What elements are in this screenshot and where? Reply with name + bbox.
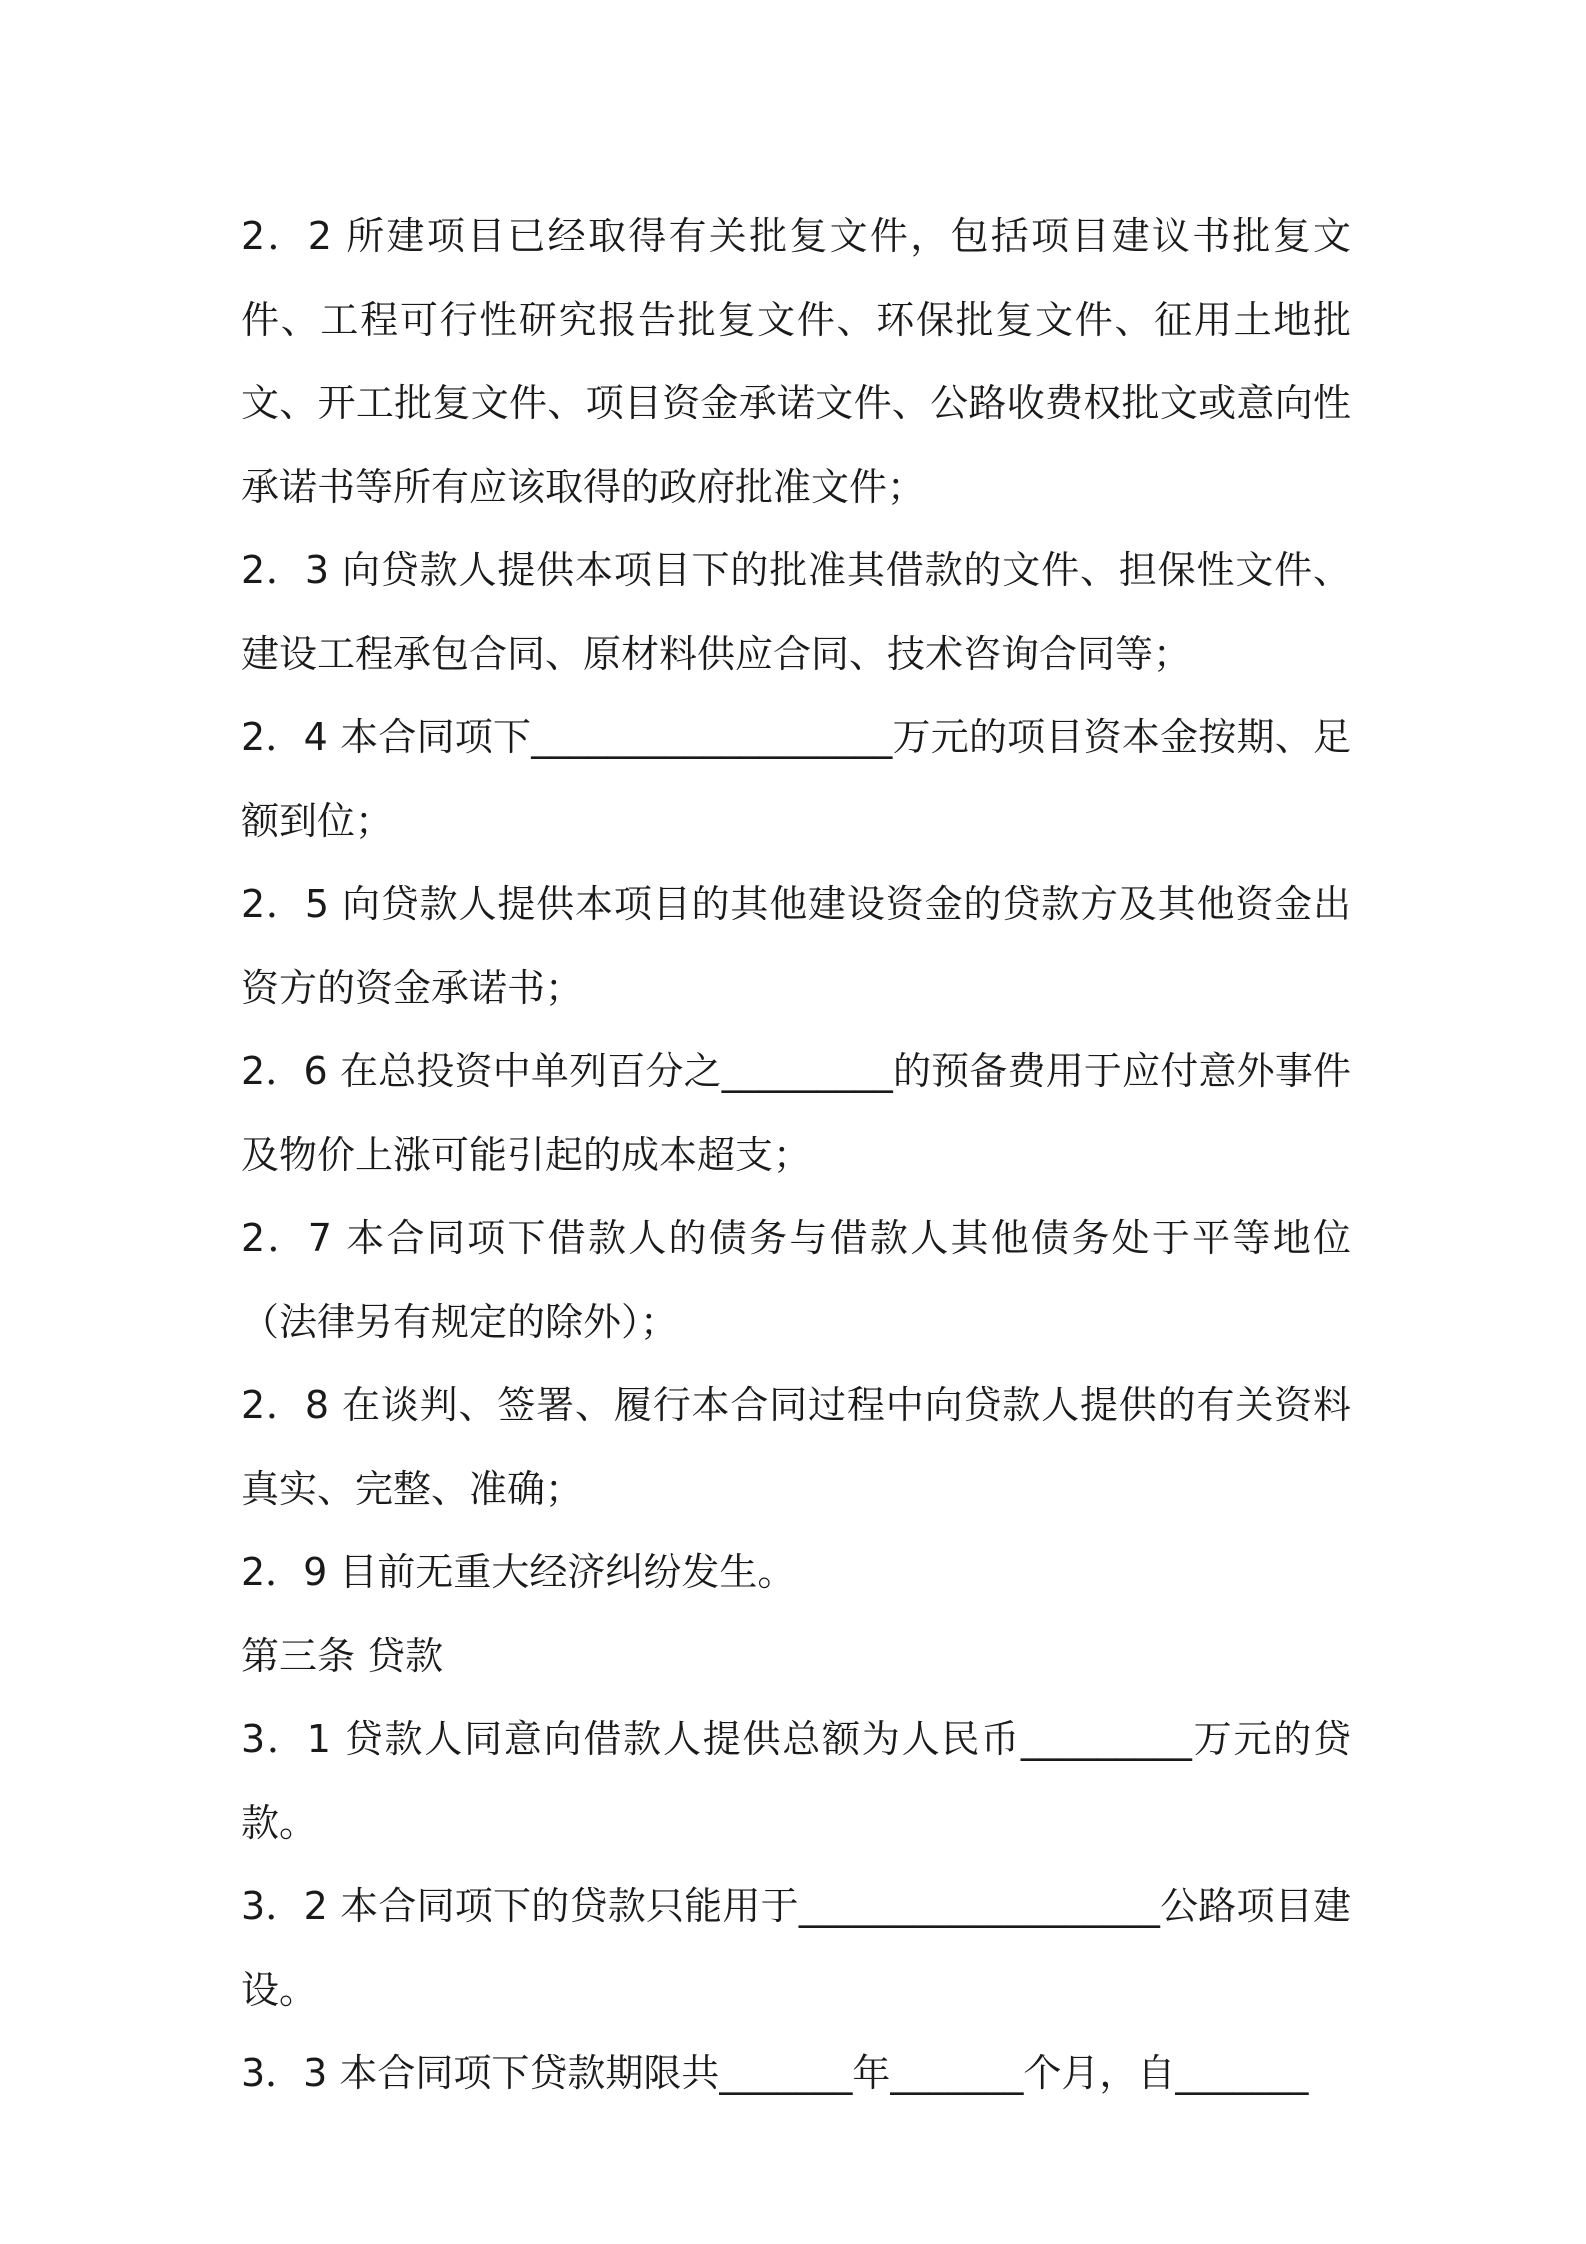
clause-2-4: 2．4 本合同项下___________________万元的项目资本金按期、足额到位； bbox=[241, 715, 1351, 843]
clause-3-1: 3．1 贷款人同意向借款人提供总额为人民币_________万元的贷款。 bbox=[241, 1717, 1351, 1845]
clause-2-2: 2．2 所建项目已经取得有关批复文件，包括项目建议书批复文件、工程可行性研究报告批复文件、环保批复文件、征用土地批文、开工批复文件、项目资金承诺文件、公路收费权批文或意向性承诺书等所有应该取得的政府批准文件； bbox=[241, 214, 1351, 509]
document-body bbox=[241, 195, 1351, 2116]
clause-3-3: 3．3 本合同项下贷款期限共_______年_______个月，自_______ bbox=[241, 2051, 1309, 2095]
article-3-heading: 第三条 贷款 bbox=[241, 1633, 444, 1678]
clause-2-5: 2．5 向贷款人提供本项目的其他建设资金的贷款方及其他资金出资方的资金承诺书； bbox=[241, 882, 1351, 1010]
clause-2-6: 2．6 在总投资中单列百分之_________的预备费用于应付意外事件及物价上涨可能引起的成本超支； bbox=[241, 1049, 1351, 1177]
clause-2-9: 2．9 目前无重大经济纠纷发生。 bbox=[241, 1550, 796, 1594]
clause-2-8: 2．8 在谈判、签署、履行本合同过程中向贷款人提供的有关资料真实、完整、准确； bbox=[241, 1383, 1351, 1511]
clause-2-7: 2．7 本合同项下借款人的债务与借款人其他债务处于平等地位（法律另有规定的除外）； bbox=[241, 1216, 1351, 1344]
clause-3-2: 3．2 本合同项下的贷款只能用于___________________公路项目建设。 bbox=[241, 1884, 1351, 2012]
clause-2-3: 2．3 向贷款人提供本项目下的批准其借款的文件、担保性文件、建设工程承包合同、原材料供应合同、技术咨询合同等； bbox=[241, 548, 1351, 676]
